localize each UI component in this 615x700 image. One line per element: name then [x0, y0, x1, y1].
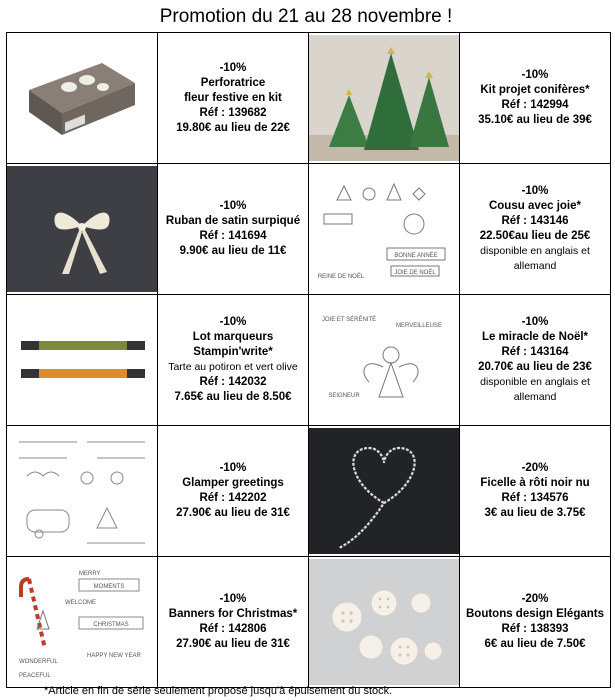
stamp-text: SEIGNEUR: [328, 393, 360, 399]
product-image-stamps-glamper: [7, 426, 158, 557]
product-subtitle: Tarte au potiron et vert olive: [168, 361, 298, 373]
product-ref: Réf : 142994: [501, 99, 569, 111]
product-name: Perforatrice: [200, 76, 266, 89]
conifers-image: [309, 35, 459, 161]
product-ref: Réf : 142032: [199, 376, 267, 388]
stamp-text: WONDERFUL: [19, 659, 58, 665]
stamp-set-cousu-image: [309, 166, 459, 292]
product-image-markers: [7, 295, 158, 426]
product-info: [460, 164, 611, 295]
stamp-set-glamper-image: [7, 428, 157, 554]
markers-image: [7, 297, 157, 423]
product-image-conifers: [309, 33, 460, 164]
stamp-set-banners-image: [7, 559, 157, 685]
product-ref: Réf : 139682: [199, 106, 267, 119]
product-image-twine: [309, 426, 460, 557]
product-info: [460, 426, 611, 557]
stamp-text: HAPPY NEW YEAR: [87, 653, 141, 659]
product-name: Cousu avec joie*: [488, 200, 582, 212]
product-price: 27.90€ au lieu de 31€: [176, 507, 290, 519]
stamp-text: BONNE ANNÉE: [394, 253, 438, 259]
stamp-text: MERRY: [79, 571, 101, 577]
table-row: [7, 33, 611, 164]
discount-pct: -10%: [219, 61, 247, 74]
product-image-stamps-cousu: [309, 164, 460, 295]
product-price: 7.65€ au lieu de 8.50€: [174, 391, 292, 403]
product-note: disponible en anglais et allemand: [480, 376, 590, 403]
twine-image: [309, 428, 459, 554]
product-image-stamps-banners: [7, 557, 158, 688]
product-price: 19.80€ au lieu de 22€: [176, 121, 290, 134]
product-name: fleur festive en kit: [184, 91, 282, 104]
product-name: Glamper greetings: [182, 477, 284, 489]
product-ref: Réf : 138393: [501, 623, 569, 635]
product-ref: Réf : 143146: [501, 215, 569, 227]
table-row: [7, 557, 611, 688]
discount-pct: -10%: [219, 593, 247, 605]
product-name: Banners for Christmas*: [168, 608, 298, 620]
discount-pct: -10%: [521, 69, 549, 81]
product-info: [158, 557, 309, 688]
product-name: Kit projet conifères*: [480, 84, 590, 96]
stamp-text: MOMENTS: [93, 584, 125, 590]
product-price: 6€ au lieu de 7.50€: [484, 638, 586, 650]
page-title: Promotion du 21 au 28 novembre !: [159, 6, 453, 27]
product-image-ribbon: [7, 164, 158, 295]
product-info: [158, 295, 309, 426]
product-info: [460, 295, 611, 426]
stamp-text: JOIE DE NOËL: [394, 270, 436, 276]
product-info: [460, 557, 611, 688]
footnote: *Article en fin de série seulement proposé jusqu'à épuisement du stock.: [44, 685, 393, 697]
discount-pct: -10%: [521, 185, 549, 197]
discount-pct: -10%: [219, 200, 247, 212]
discount-pct: -10%: [219, 462, 247, 474]
discount-pct: -10%: [219, 316, 247, 328]
product-name: Ruban de satin surpiqué: [165, 215, 301, 227]
product-image-stamps-miracle: [309, 295, 460, 426]
stamp-text: WELCOME: [65, 600, 97, 606]
product-note: disponible en anglais et allemand: [480, 245, 590, 272]
product-ref: Réf : 142806: [199, 623, 267, 635]
product-image-buttons: [309, 557, 460, 688]
product-price: 3€ au lieu de 3.75€: [484, 507, 586, 519]
stamp-text: PEACEFUL: [19, 673, 51, 679]
ribbon-image: [7, 166, 157, 292]
promotion-grid: [6, 32, 611, 688]
stamp-text: MERVEILLEUSE: [396, 323, 442, 329]
table-row: [7, 295, 611, 426]
product-price: 20.70€ au lieu de 23€: [478, 361, 592, 373]
table-row: [7, 426, 611, 557]
product-ref: Réf : 134576: [501, 492, 569, 504]
product-info: [158, 164, 309, 295]
product-info: [158, 426, 309, 557]
stamp-set-miracle-image: [309, 297, 459, 423]
product-ref: Réf : 141694: [199, 230, 267, 242]
product-name: Lot marqueurs: [192, 331, 274, 343]
product-ref: Réf : 142202: [199, 492, 267, 504]
product-info: [158, 33, 309, 164]
product-price: 27.90€ au lieu de 31€: [176, 638, 290, 650]
product-name: Boutons design Elégants: [465, 608, 604, 620]
product-price: 35.10€ au lieu de 39€: [478, 114, 592, 126]
discount-pct: -10%: [521, 316, 549, 328]
product-image-punch: [7, 33, 158, 164]
stamp-text: CHRISTMAS: [93, 622, 129, 628]
product-name: Le miracle de Noël*: [481, 331, 589, 343]
stamp-text: REINE DE NOËL: [317, 274, 365, 280]
product-name: Stampin'write*: [193, 346, 273, 358]
discount-pct: -20%: [521, 462, 549, 474]
product-price: 22.50€au lieu de 25€: [479, 230, 591, 242]
table-row: [7, 164, 611, 295]
buttons-image: [309, 559, 459, 685]
stamp-text: JOIE ET SÉRÉNITÉ: [321, 317, 377, 323]
product-ref: Réf : 143164: [501, 346, 569, 358]
discount-pct: -20%: [521, 593, 549, 605]
product-info: [460, 33, 611, 164]
punch-image: [7, 35, 157, 161]
product-price: 9.90€ au lieu de 11€: [179, 245, 287, 257]
product-name: Ficelle à rôti noir nu: [480, 477, 590, 489]
